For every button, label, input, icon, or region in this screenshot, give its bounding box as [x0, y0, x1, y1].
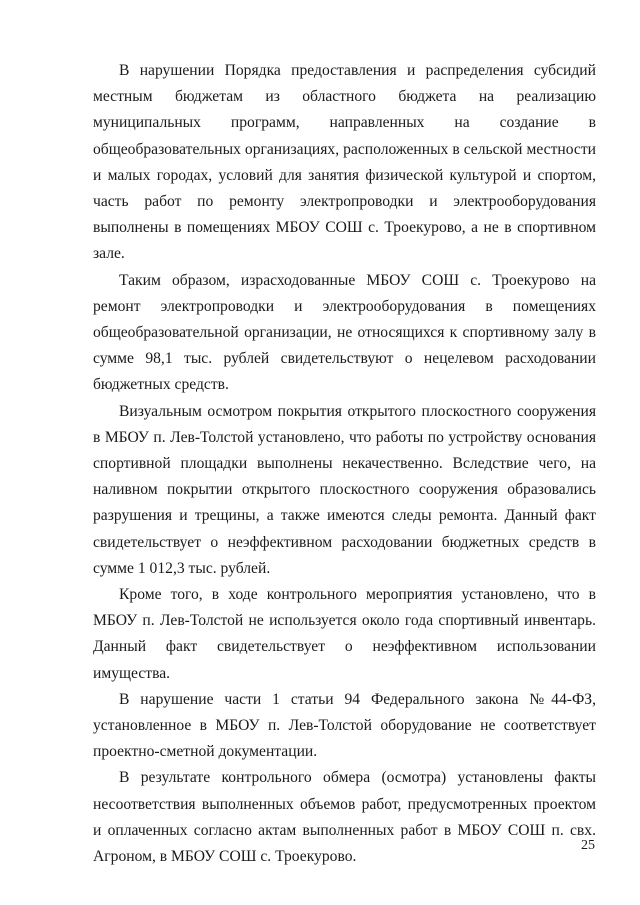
- paragraph-subsidy-violation: В нарушении Порядка предоставления и распределения субсидий местным бюджетам из областного бюджета на реализацию муниципальных программ, направленных на создание в общеобразовательных организациях, расположенных в сельской местности и малых городах, условий для занятия физической культурой и спортом, часть работ по ремонту электропроводки и электрооборудования выполнены в помещениях МБОУ СОШ с. Троекурово, а не в спортивном зале.: [93, 62, 596, 263]
- paragraph-measurement-results: В результате контрольного обмера (осмотра) установлены факты несоответствия выполненных объемов работ, предусмотренных проектом и оплаченных согласно актам выполненных работ в МБОУ СОШ п. свх. Агроном, в МБОУ СОШ с. Троекурово.: [93, 769, 596, 866]
- paragraph-unused-equipment: Кроме того, в ходе контрольного мероприятия установлено, что в МБОУ п. Лев-Толстой не используется около года спортивный инвентарь. Данный факт свидетельствует о неэффективном использовании имущества.: [93, 586, 596, 682]
- paragraph-law-44fz-violation: В нарушение части 1 статьи 94 Федерального закона №44-ФЗ, установленное в МБОУ п. Лев-Толстой оборудование не соответствует проектно-сметной документации.: [93, 690, 596, 761]
- page-number: 25: [581, 838, 595, 853]
- paragraph-sports-ground-inspection: Визуальным осмотром покрытия открытого плоскостного сооружения в МБОУ п. Лев-Толстой установлено, что работы по устройству основания спортивной площадки выполнены некачественно. Вследствие чего, на наливном покрытии открытого плоскостного сооружения образовались разрушения и трещины, а также имеются следы ремонта. Данный факт свидетельствует о неэффективном расходовании бюджетных средств в сумме 1 012,3 тыс. рублей.: [93, 402, 596, 577]
- paragraph-misuse-troekurovo: Таким образом, израсходованные МБОУ СОШ с. Троекурово на ремонт электропроводки и электрооборудования в помещениях общеобразовательной организации, не относящихся к спортивному залу в сумме 98,1 тыс. рублей свидетельствуют о нецелевом расходовании бюджетных средств.: [93, 271, 596, 394]
- body-text: [93, 58, 596, 870]
